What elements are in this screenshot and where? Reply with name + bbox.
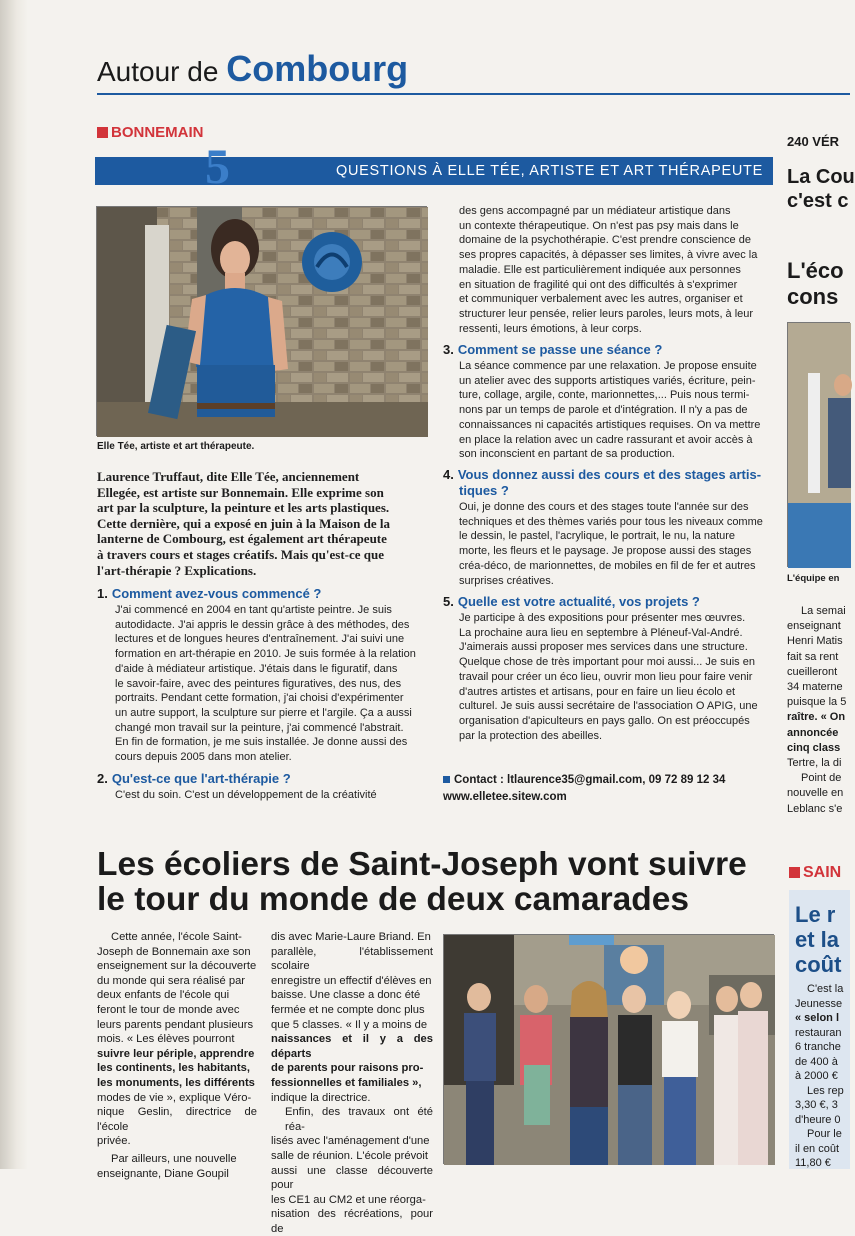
text-line: Cette année, l'école Saint- [111, 931, 242, 943]
title-town: Combourg [226, 48, 409, 89]
kicker-square-icon [789, 867, 800, 878]
answer-line: Oui, je donne des cours et des stages toute l'année sur des [459, 501, 749, 513]
article-lede [97, 469, 437, 578]
answer-line: et communiquer verbalement avec les autres, organiser et [459, 293, 743, 306]
kicker-label: SAIN [803, 864, 842, 881]
answer-line: lectures et de longues heures d'entraînement. J'ai suivi une [115, 633, 405, 646]
text-line: dis avec Marie-Laure Briand. En [271, 931, 431, 943]
banner-number: 5 [205, 138, 230, 194]
answer-5 [459, 611, 779, 743]
answer-line: Je participe à des expositions pour présenter mes œuvres. [459, 612, 746, 624]
text-line: que 5 classes. « Il y a moins de [271, 1018, 428, 1031]
answer-line: En fin de formation, je me suis installée. Je donne aussi des [115, 736, 408, 749]
text-line: salle de réunion. L'école prévoit [271, 1149, 428, 1162]
kicker-label: BONNEMAIN [111, 124, 204, 141]
section-kicker [97, 124, 204, 141]
text-line: Tertre, la di [787, 757, 842, 770]
answer-line: un contexte thérapeutique. On n'est pas psy mais dans le [459, 219, 739, 232]
sidebar-caption: L'équipe en [787, 573, 840, 584]
text-line: fessionnelles et familiales », [271, 1076, 422, 1089]
answer-line: connaissances ni capacités artistiques requises. On va mettre [459, 418, 761, 431]
answer-3 [459, 359, 779, 462]
headline-line: coût [795, 952, 842, 977]
sidebar-headline-3 [795, 902, 850, 977]
answer-line: ture, collage, argile, conte, marionnettes,... Puis nous termi- [459, 389, 750, 402]
question-text: Comment se passe une séance ? [457, 342, 663, 357]
answer-line: travail pour créer un éco lieu, ouvrir mon lieu pour faire venir [459, 670, 753, 683]
answer-line: un atelier avec des supports artistiques variés, écriture, pein- [459, 374, 756, 387]
text-line: les monuments, les différents [97, 1076, 255, 1089]
answer-line: son inconscient en partant de sa production. [459, 448, 675, 461]
sidebar-headline-2 [787, 258, 850, 310]
headline-line: cons [787, 284, 839, 309]
page-title [97, 48, 408, 90]
text-line: fait sa rent [787, 650, 839, 663]
answer-2-continued [459, 204, 779, 336]
text-line: Joseph de Bonnemain axe son [97, 945, 251, 958]
question-text: Vous donnez aussi des cours et des stages artis- [457, 467, 762, 482]
answer-line: en place la relation avec un cadre rassurant et avoir accès à [459, 433, 753, 446]
answer-line: J'ai commencé en 2004 en tant qu'artiste peintre. Je suis [115, 604, 392, 616]
answer-4 [459, 500, 779, 588]
article2-headline [97, 847, 787, 917]
answer-line: surprises créatives. [459, 574, 554, 587]
answer-1 [115, 603, 445, 765]
text-line: restauran [795, 1026, 842, 1039]
contact-block [443, 772, 725, 806]
artist-photo [96, 206, 427, 436]
answer-line: nons par un temps de parole et d'intégration. Il n'y a pas de [459, 404, 748, 417]
answer-line: en situation de fragilité qui ont des difficultés à s'exprimer [459, 278, 738, 291]
question-number: 4. [443, 467, 454, 482]
text-line: nouvelle en [787, 787, 844, 800]
text-line: enregistre un effectif d'élèves en [271, 974, 432, 987]
text-line: modes de vie », explique Véro- [97, 1091, 252, 1104]
text-line: de 400 à [795, 1055, 838, 1068]
headline-line: c'est c [787, 190, 849, 212]
answer-line: d'aide à médiateur artistique. J'étais dans le figuratif, dans [115, 662, 398, 675]
text-line: feront le tour de monde avec [97, 1003, 240, 1016]
text-line: Leblanc s'e [787, 802, 843, 815]
text-line: annoncée [787, 726, 839, 739]
text-line: « selon l [795, 1012, 840, 1024]
text-line: 11,80 € [795, 1157, 831, 1169]
answer-line: ses propres capacités, à dépasser ses limites, à vivre avec la [459, 249, 758, 262]
sidebar-photo [787, 322, 850, 567]
text-line: C'est la [807, 983, 844, 995]
text-line: La semai [801, 605, 846, 617]
text-line: du monde qui sera réalisé par [97, 974, 246, 987]
text-line: il en coût [795, 1142, 840, 1155]
artist-photo-image [97, 207, 428, 437]
question-number: 2. [97, 771, 108, 786]
lede-line: à travers cours et stages créatifs. Mais qu'est-ce que [97, 546, 385, 562]
headline-line: L'éco [787, 258, 844, 283]
text-line: nique Geslin, directrice de l'école [97, 1106, 257, 1133]
text-line: Enfin, des travaux ont été réa- [285, 1106, 433, 1133]
text-line: de parents pour raisons pro- [271, 1062, 424, 1075]
contact-line[interactable]: Contact : ltlaurence35@gmail.com, 09 72 89 12 34 [454, 774, 726, 786]
answer-line: maladie. Elle est particulièrement indiquée aux personnes [459, 263, 741, 276]
headline-line: et la [795, 927, 840, 952]
text-line: enseignante, Diane Goupil [97, 1167, 229, 1180]
text-line: raître. « On [787, 711, 846, 724]
lede-line: l'art-thérapie ? Explications. [97, 562, 257, 578]
text-line: indique la directrice. [271, 1091, 371, 1104]
answer-line: portraits. Pendant cette formation, j'ai choisi d'expérimenter [115, 692, 404, 705]
text-line: privée. [97, 1135, 131, 1148]
lede-line: art par la sculpture, la peinture et les arts plastiques. [97, 500, 390, 516]
question-1-title [97, 586, 321, 601]
text-line: baisse. Une classe a donc été [271, 989, 421, 1002]
sidebar-photo-image [788, 323, 851, 568]
banner-text: QUESTIONS À ELLE TÉE, ARTISTE ET ART THÉRAPEUTE [336, 163, 763, 179]
sidebar-count-label: 240 VÉR [787, 134, 840, 149]
answer-line: créa-déco, de marionnettes, de mobiles en fil de fer et autres [459, 559, 756, 572]
title-rule [97, 93, 850, 95]
answer-2 [115, 788, 445, 803]
question-4-title [443, 467, 761, 499]
text-line: les continents, les habitants, [97, 1062, 250, 1075]
text-line: Point de [801, 772, 842, 785]
answer-line: des gens accompagné par un médiateur artistique dans [459, 205, 731, 217]
page-fold-shadow [0, 0, 28, 1169]
text-line: 6 tranche [795, 1041, 841, 1053]
answer-line: autodidacte. J'ai appris le dessin grâce à des méthodes, des [115, 618, 410, 631]
text-line: parallèle, l'établissement scolaire [271, 945, 433, 973]
answer-line: Quelque chose de très important pour moi aussi... Je suis en [459, 656, 755, 669]
question-2-title [97, 771, 291, 786]
sidebar-kicker [789, 864, 850, 882]
text-line: Jeunesse [795, 997, 843, 1010]
question-3-title [443, 342, 662, 357]
kicker-square-icon [97, 127, 108, 138]
text-line: cinq class [787, 741, 841, 754]
text-line: Les rep [807, 1084, 844, 1097]
text-line: deux enfants de l'école qui [97, 989, 230, 1002]
question-text-wrap: tiques ? [459, 483, 509, 498]
answer-line: culturel. Je suis aussi secrétaire de l'association O APIG, une [459, 700, 758, 713]
text-line: enseignement sur la découverte [97, 960, 257, 973]
answer-line: techniques et des thèmes variés pour tous les niveaux comme [459, 515, 763, 528]
text-line: 34 materne [787, 681, 843, 694]
answer-line: le savoir-faire, avec des peintures figuratives, des nus, des [115, 677, 402, 690]
answer-line: d'autres artistes et artisans, pour en faire un lieu écolo et [459, 685, 736, 698]
lede-line: Laurence Truffaut, dite Elle Tée, anciennement [97, 469, 360, 484]
text-line: mois. « Les élèves pourront [97, 1033, 235, 1046]
text-line: Henri Matis [787, 635, 843, 648]
answer-line: domaine de la psychothérapie. C'est prendre conscience de [459, 234, 751, 247]
question-text: Qu'est-ce que l'art-thérapie ? [111, 771, 291, 786]
answer-line: un autre support, la sculpture sur pierre et l'argile. Ça a aussi [115, 706, 412, 719]
text-line: fermée et ne compte donc plus [271, 1003, 425, 1016]
headline-line: le tour du monde de deux camarades [97, 881, 689, 918]
title-prefix: Autour de [97, 56, 219, 87]
answer-line: par la protection des abeilles. [459, 729, 603, 742]
answer-line: C'est du soin. C'est un développement de la créativité [115, 789, 377, 801]
text-line: puisque la 5 [787, 696, 847, 709]
answer-line: changé mon travail sur la peinture, j'ai commencé l'abstrait. [115, 721, 404, 734]
text-line: naissances et il y a des départs [271, 1033, 433, 1060]
headline-line: La Cou [787, 166, 855, 188]
website-link[interactable]: www.elletee.sitew.com [443, 791, 567, 803]
headline-line: Les écoliers de Saint-Joseph vont suivre [97, 846, 747, 883]
article2-col1 [97, 930, 257, 1181]
text-line: d'heure 0 [795, 1113, 841, 1126]
answer-line: cours depuis 2005 dans mon atelier. [115, 751, 292, 764]
questions-banner [95, 157, 773, 185]
question-5-title [443, 594, 700, 609]
answer-line: formation en art-thérapie en 2010. Je suis formée à la relation [115, 648, 416, 661]
answer-line: La prochaine aura lieu en septembre à Pléneuf-Val-André. [459, 626, 743, 639]
sidebar-text-2 [795, 982, 850, 1171]
question-text: Comment avez-vous commencé ? [111, 586, 322, 601]
answer-line: organisation d'apiculteurs en pays gallo. On est préoccupés [459, 714, 750, 727]
answer-line: ressenti, leurs émotions, à leur corps. [459, 322, 642, 335]
question-number: 1. [97, 586, 108, 601]
school-team-photo-image [444, 935, 775, 1165]
answer-line: morte, les fleurs et le paysage. Je propose aussi des stages [459, 545, 752, 558]
text-line: cueilleront [787, 665, 838, 678]
sidebar-headline-1 [787, 165, 855, 213]
school-team-photo [443, 934, 774, 1164]
text-line: 3,30 €, 3 [795, 1099, 838, 1111]
text-line: enseignant [787, 620, 841, 633]
photo-caption: Elle Tée, artiste et art thérapeute. [97, 441, 255, 452]
question-number: 5. [443, 594, 454, 609]
text-line: Pour le [807, 1128, 842, 1140]
text-line: lisés avec l'aménagement d'une [271, 1135, 430, 1148]
question-number: 3. [443, 342, 454, 357]
text-line: leurs parents pendant plusieurs [97, 1018, 254, 1031]
answer-line: La séance commence par une relaxation. Je propose ensuite [459, 360, 757, 372]
question-text: Quelle est votre actualité, vos projets ? [457, 594, 700, 609]
answer-line: J'aimerais aussi proposer mes services dans une structure. [459, 641, 748, 654]
article2-col2 [271, 930, 433, 1236]
sidebar-text [787, 604, 850, 817]
text-line: Par ailleurs, une nouvelle [111, 1152, 237, 1165]
text-line: nisation des récréations, pour de [271, 1208, 433, 1235]
lede-line: Cette dernière, qui a exposé en juin à la Maison de la [97, 515, 390, 531]
text-line: aussi une classe découverte pour [271, 1164, 433, 1192]
lede-line: Ellegée, est artiste sur Bonnemain. Elle exprime son [97, 484, 384, 500]
contact-square-icon [443, 776, 450, 783]
answer-line: structurer leur pensée, relier leurs paroles, leurs mots, à leur [459, 307, 754, 320]
lede-line: lanterne de Combourg, est également art thérapeute [97, 531, 387, 547]
text-line: les CE1 au CM2 et une réorga- [271, 1193, 426, 1206]
text-line: suivre leur périple, apprendre [97, 1047, 255, 1060]
text-line: à 2000 € [795, 1070, 838, 1082]
answer-line: le dessin, le pastel, l'acrylique, le portrait, le nu, la nature [459, 530, 736, 543]
headline-line: Le r [795, 902, 836, 927]
